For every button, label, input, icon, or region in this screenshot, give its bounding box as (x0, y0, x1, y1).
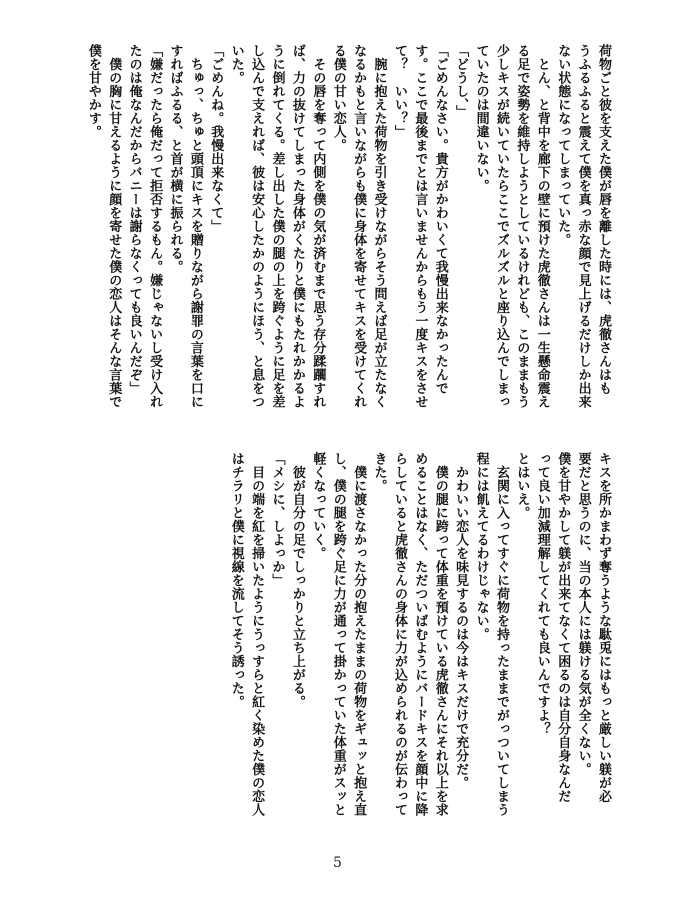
text-line: かわいい恋人を味見するのは今はキスだけで充分だ。 (453, 452, 469, 790)
text-line: とはいえ。 (514, 452, 530, 520)
text-line: 少しキスが続いていたらここでズルズルと座り込んでしまっ (493, 44, 509, 409)
text-line: たのは俺なんだからバニーは謝らなくっても良いんだぞ」 (126, 44, 142, 395)
text-line: す。ここで最後までとは言いませんからもう一度キスをさせ (412, 44, 428, 409)
text-line: とん、と背中を廊下の壁に預けた虎徹さんは一生懸命震え (534, 44, 550, 409)
text-line: はチラリと僕に視線を流してそう誘った。 (228, 452, 244, 709)
text-line: 彼が自分の足でしっかりと立ち上がる。 (289, 452, 305, 709)
text-line: ば、力の抜けてしまった身体がくたりと僕にもたれかかるよ (289, 44, 305, 409)
text-line: ちゅっ、ちゅと頭頂にキスを贈りながら謝罪の言葉を口に (187, 44, 203, 409)
text-line: 「ごめんね。我慢出来なくて」 (208, 44, 224, 233)
text-line: ていたのは間違いない。 (473, 44, 489, 193)
text-line: る僕の甘い恋人。 (330, 44, 346, 152)
page-number: 5 (333, 855, 342, 871)
text-line: し、僕の腿を跨ぐ足に力が通って掛かっていた体重がスッと (330, 452, 346, 817)
text-line: って良い加減理解してくれても良いんですよ？ (534, 452, 550, 736)
text-line: る足で姿勢を維持しようとしているけれども、このままもう (514, 44, 530, 409)
text-line: 「メシに、しよっか」 (269, 452, 285, 587)
text-line: 腕に抱えた荷物を引き受けながらそう問えば足が立たなく (371, 44, 387, 409)
text-line: 目の端を紅を掃いたようにうっすらと紅く染めた僕の恋人 (249, 452, 265, 817)
text-line: 僕の胸に甘えるように顔を寄せた僕の恋人はそんな言葉で (106, 44, 122, 409)
text-line: すればふるる、と首が横に振られる。 (167, 44, 183, 274)
text-line: 「嫌だったら俺だって拒否するもん。嫌じゃないし受け入れ (147, 44, 163, 409)
text-line: 要だと思うのに、当の本人には躾ける気が全くない。 (575, 452, 591, 776)
text-line: 程には飢えてるわけじゃない。 (473, 452, 489, 641)
text-line: ない状態になってしまっていた。 (555, 44, 571, 247)
text-line: うに倒れてくる。差し出した僕の腿の上を跨ぐように足を差 (269, 44, 285, 409)
text-line: きた。 (371, 452, 387, 493)
text-line: て？ いい？」 (391, 44, 407, 139)
text-line: いた。 (228, 44, 244, 85)
text-line: 僕に渡さなかった分の抱えたままの荷物をギュッと抱え直 (351, 452, 367, 817)
upper-text-block (23, 44, 613, 409)
text-line: 僕を甘やかす。 (85, 44, 101, 139)
lower-text-block (193, 452, 613, 817)
text-line: キスを所かまわず奪うような駄兎にはもっと厳しい躾が必 (596, 452, 611, 803)
text-line: 玄関に入ってすぐに荷物を持ったままでがっついてしまう (493, 452, 509, 817)
text-line: 「どうし、」 (453, 44, 469, 119)
text-line: 「ごめんなさい。貴方がかわいくて我慢出来なかったんで (432, 44, 448, 395)
text-line: 僕の腿に跨って体重を預けている虎徹さんにそれ以上を求 (432, 452, 448, 817)
text-line: し込んで支えれば、彼は安心したかのようにほう、と息をつ (249, 44, 265, 409)
text-line: うふるふると震えて僕を真っ赤な顔で見上げるだけしか出来 (575, 44, 591, 409)
text-line: その唇を奪って内側を僕の気が済むまで思う存分蹂躙すれ (310, 44, 326, 409)
text-line: らしていると虎徹さんの身体に力が込められるのが伝わって (391, 452, 407, 817)
text-line: 荷物ごと彼を支えた僕が唇を離した時には、虎徹さんはも (596, 44, 611, 395)
text-line: 僕を甘やかして躾が出来てなくて困るのは自分自身なんだ (555, 452, 571, 803)
text-line: めることはなく、ただついばむようにバードキスを顔中に降 (412, 452, 428, 817)
text-line: 軽くなっていく。 (310, 452, 326, 560)
text-line: なるかもと言いながらも僕に身体を寄せてキスを受けてくれ (351, 44, 367, 409)
